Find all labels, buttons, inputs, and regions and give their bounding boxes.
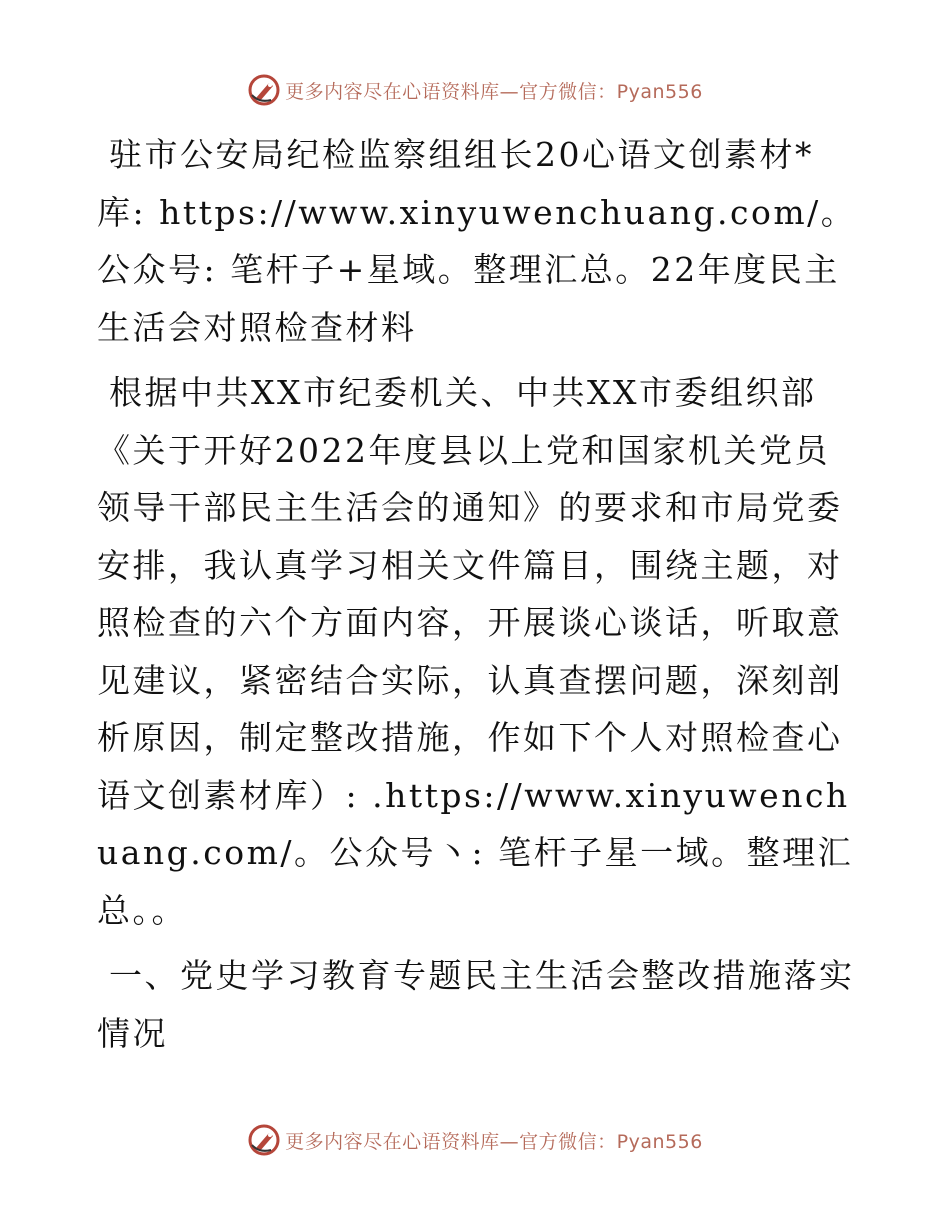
section-heading: 一、党史学习教育专题民主生活会整改措施落实情况 xyxy=(97,956,855,1053)
watermark-text: 更多内容尽在心语资料库—官方微信：Pyan556 xyxy=(285,80,703,103)
footer-watermark xyxy=(0,1120,950,1160)
watermark-text: 更多内容尽在心语资料库—官方微信：Pyan556 xyxy=(285,1130,703,1153)
title-paragraph: 驻市公安局纪检监察组组长20心语文创素材*库: https://www.xinyuwenchuang.com/。公众号: 笔杆子+星域。整理汇总。22年度民主生活会对照检查材料 xyxy=(97,135,857,347)
pen-nib-logo-icon xyxy=(247,1123,281,1157)
header-watermark xyxy=(0,70,950,110)
document-body xyxy=(97,126,857,1062)
intro-paragraph: 根据中共XX市纪委机关、中共XX市委组织部《关于开好2022年度县以上党和国家机关党员领导干部民主生活会的通知》的要求和市局党委安排，我认真学习相关文件篇目，围绕主题，对照检查的六个方面内容，开展谈心谈话，听取意见建议，紧密结合实际，认真查摆问题，深刻剖析原因，制定整改措施，作如下个人对照检查心语文创素材库）: .https://www.xinyuwenchuang.com/。公众号丶: 笔杆子星一域。整理汇总。。 xyxy=(97,373,854,930)
pen-nib-logo-icon xyxy=(247,73,281,107)
